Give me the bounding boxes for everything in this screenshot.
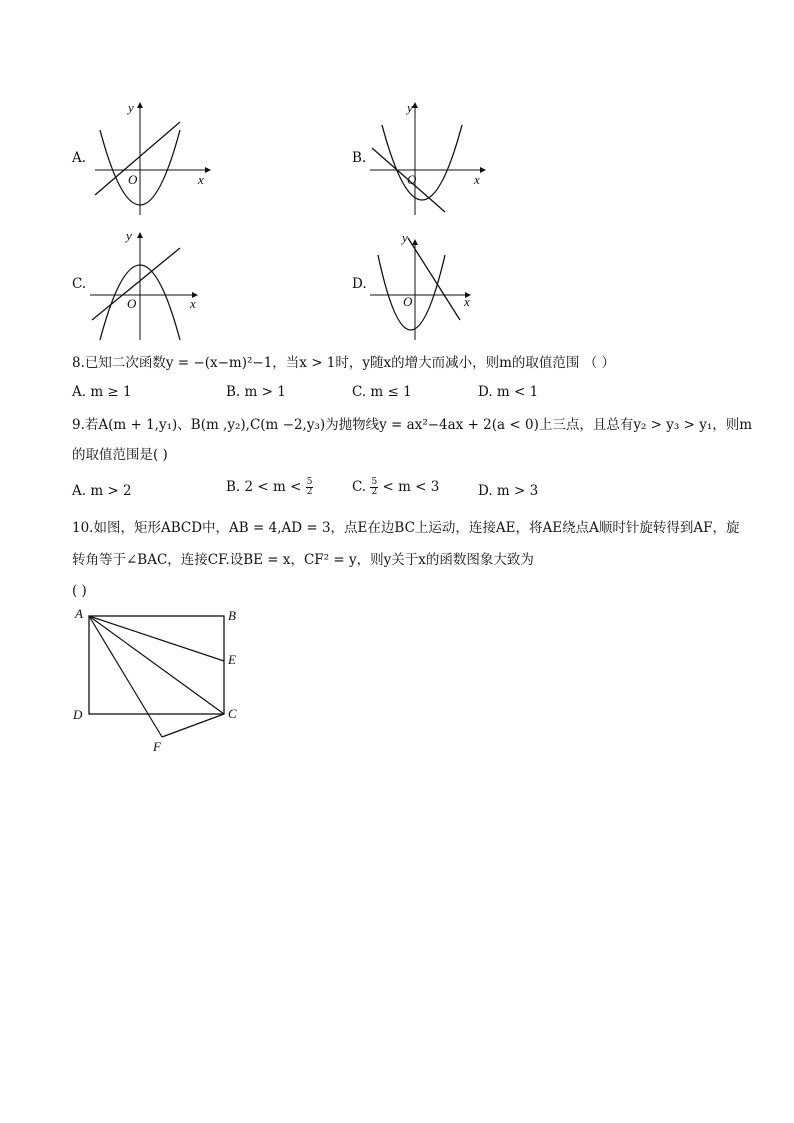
q8-option-c: C. m ≤ 1 [352, 384, 412, 400]
fraction-five-halves: $\frac{5}{2}$ [306, 477, 313, 497]
q8-option-b: B. m > 1 [226, 384, 286, 400]
point-c-label: C [228, 706, 237, 721]
q9-option-a: A. m > 2 [72, 483, 132, 499]
point-a-label: A [75, 606, 83, 621]
question-9-line2: 的取值范围是( ) [72, 447, 168, 463]
origin-label: O [127, 296, 137, 311]
q8-option-a: A. m ≥ 1 [72, 384, 132, 400]
question-9-line1: 9.若A(m + 1,y₁)、B(m ,y₂),C(m −2,y₃)为抛物线y = ax²−4ax + 2(a < 0)上三点，且总有y₂ > y₃ > y₁，则m [72, 417, 753, 433]
rectangle-figure [70, 600, 260, 760]
q9-option-b [226, 478, 313, 497]
q8-option-d: D. m < 1 [478, 384, 539, 400]
graph-option-d [370, 230, 500, 350]
origin-label: O [403, 294, 413, 309]
question-8-text: 8.已知二次函数y = −(x−m)²−1，当x > 1时，y随x的增大而减小，则m的取值范围 （ ） [72, 355, 616, 371]
point-e-label: E [228, 652, 236, 667]
y-axis-label: y [126, 228, 132, 243]
option-d-label: D. [352, 276, 367, 292]
option-b-label: B. [352, 150, 367, 166]
origin-label: O [407, 172, 417, 187]
x-axis-label: x [190, 296, 196, 311]
graph-option-c [90, 230, 220, 350]
question-10-line3: ( ) [72, 583, 87, 599]
fraction-five-halves: $\frac{5}{2}$ [371, 477, 378, 497]
option-c-label: C. [72, 276, 87, 292]
origin-label: O [128, 172, 138, 187]
q9-option-b-text: B. 2 < m < [226, 479, 302, 495]
x-axis-label: x [474, 172, 480, 187]
y-axis-label: y [402, 230, 408, 245]
x-axis-label: x [464, 294, 470, 309]
graph-option-b [370, 100, 500, 220]
option-a-label: A. [72, 150, 87, 166]
point-d-label: D [73, 707, 83, 722]
question-10-line2: 转角等于∠BAC，连接CF.设BE = x，CF² = y，则y关于x的函数图象大致为 [72, 552, 534, 568]
y-axis-label: y [407, 100, 413, 115]
graph-option-a [90, 100, 220, 220]
y-axis-label: y [128, 100, 134, 115]
point-b-label: B [228, 608, 236, 623]
question-10-line1: 10.如图，矩形ABCD中，AB = 4,AD = 3，点E在边BC上运动，连接AE，将AE绕点A顺时针旋转得到AF，旋 [72, 520, 740, 536]
x-axis-label: x [198, 172, 204, 187]
point-f-label: F [153, 739, 161, 754]
q9-option-d: D. m > 3 [478, 483, 539, 499]
q9-option-c: C. $\frac{5}{2}$ < m < 3 [352, 477, 440, 497]
